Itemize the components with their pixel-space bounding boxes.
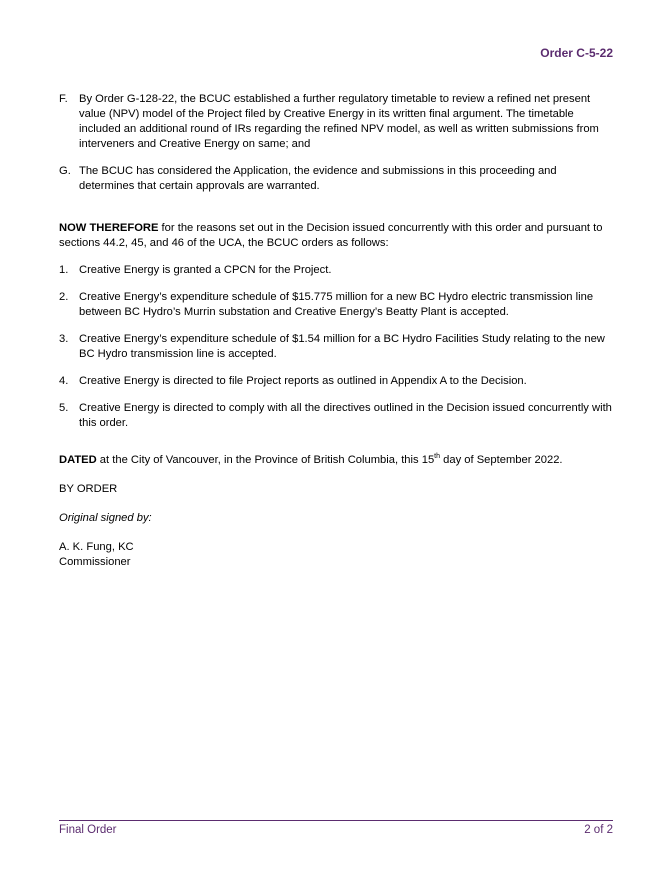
document-body <box>59 92 614 570</box>
order-text: Creative Energy’s expenditure schedule of $1.54 million for a BC Hydro Facilities Study relating to the new BC Hydro transmission line is accepted. <box>79 333 605 360</box>
order-marker: 3. <box>59 333 69 345</box>
dated-ordinal: th <box>434 453 441 460</box>
footer-document-type: Final Order <box>59 824 117 836</box>
order-item <box>59 374 614 389</box>
signer-title: Commissioner <box>59 556 131 568</box>
order-marker: 2. <box>59 291 69 303</box>
now-therefore-paragraph <box>59 221 614 251</box>
recital-item <box>59 92 614 152</box>
original-signed-label: Original signed by: <box>59 512 152 524</box>
order-reference: Order C-5-22 <box>540 46 613 60</box>
order-marker: 1. <box>59 264 69 276</box>
order-text: Creative Energy’s expenditure schedule of $15.775 million for a new BC Hydro electric transmission line between BC Hydro’s Murrin substation and Creative Energy’s Beatty Plant is accepted. <box>79 291 594 318</box>
footer-divider <box>59 820 613 821</box>
order-item <box>59 401 614 431</box>
orders-list <box>59 263 614 431</box>
footer-page-number: 2 of 2 <box>584 824 613 836</box>
dated-day: 15 <box>421 454 435 466</box>
order-marker: 4. <box>59 375 69 387</box>
order-text: Creative Energy is granted a CPCN for the Project. <box>79 264 332 276</box>
order-item <box>59 290 614 320</box>
dated-text-2: day of September 2022. <box>443 454 563 466</box>
recital-item <box>59 164 614 194</box>
dated-lead: DATED <box>59 454 97 466</box>
signature-block <box>59 540 614 570</box>
by-order-label: BY ORDER <box>59 483 118 495</box>
order-text: Creative Energy is directed to comply with all the directives outlined in the Decision issued concurrently with this order. <box>79 402 612 429</box>
order-item <box>59 332 614 362</box>
order-item <box>59 263 614 278</box>
signer-name: A. K. Fung, KC <box>59 541 134 553</box>
now-therefore-text: for the reasons set out in the Decision issued concurrently with this order and pursuant to sections 44.2, 45, and 46 of the UCA, the BCUC orders as follows: <box>59 222 603 249</box>
recital-text: By Order G-128-22, the BCUC established a further regulatory timetable to review a refined net present value (NPV) model of the Project filed by Creative Energy in its written final argument. The timetable included an additional round of IRs regarding the refined NPV model, as well as written submissions from interveners and Creative Energy on same; and <box>79 93 599 150</box>
order-marker: 5. <box>59 402 69 414</box>
recital-marker: G. <box>59 165 71 177</box>
dated-line <box>59 449 614 468</box>
dated-text-1: at the City of Vancouver, in the Province of British Columbia, this <box>96 454 422 466</box>
recital-marker: F. <box>59 93 68 105</box>
order-text: Creative Energy is directed to file Project reports as outlined in Appendix A to the Decision. <box>79 375 527 387</box>
now-therefore-lead: NOW THEREFORE <box>59 222 159 234</box>
recital-text: The BCUC has considered the Application, the evidence and submissions in this proceeding and determines that certain approvals are warranted. <box>79 165 557 192</box>
